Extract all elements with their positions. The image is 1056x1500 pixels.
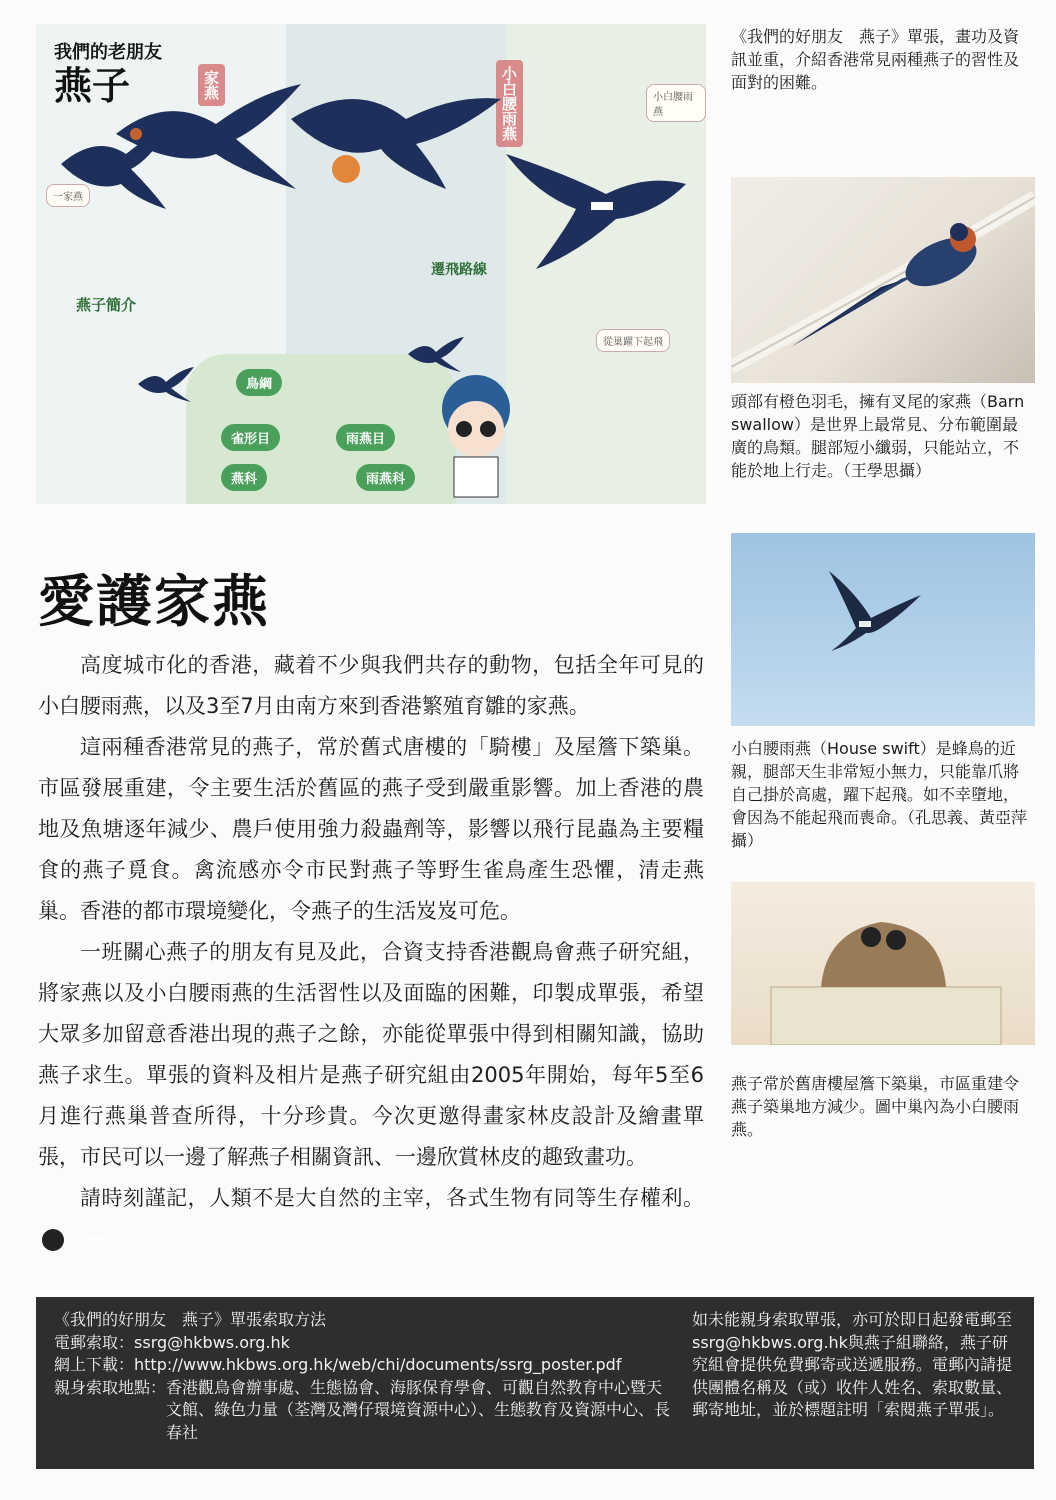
- email-label: 電郵索取：: [54, 1332, 135, 1352]
- download-link[interactable]: http://www.hkbws.org.hk/web/chi/documents/ssrg_poster.pdf: [134, 1355, 622, 1374]
- swallow-illustration-icon: [406, 334, 466, 374]
- pickup-label: 親身索取地點：: [54, 1377, 167, 1397]
- poster-chip: 雨燕科: [356, 464, 415, 491]
- poster-title-small: 我們的老朋友: [54, 42, 162, 63]
- tvb-logo-icon: TVB: [42, 1229, 64, 1251]
- request-info-right: 如未能親身索取單張，亦可於即日起發電郵至ssrg@hkbws.org.hk與燕子組聯絡，燕子研究組會提供免費郵寄或送遞服務。電郵內請提供團體名稱及（或）收件人姓名、索取數量、郵寄地址，並於標題註明「索閱燕子單張」。: [692, 1310, 1013, 1419]
- article-paragraph-last: [38, 1178, 704, 1260]
- article-headline: 愛護家燕: [38, 570, 270, 635]
- pickup-row: [54, 1377, 674, 1445]
- article-paragraph: 高度城市化的香港，藏着不少與我們共存的動物，包括全年可見的小白腰雨燕，以及3至7月由南方來到香港繁殖育雛的家燕。: [38, 653, 704, 718]
- house-swift-photo: [731, 533, 1035, 726]
- download-label: 網上下載：: [54, 1355, 135, 1374]
- house-swift-icon: [731, 533, 1035, 726]
- poster-title-big: 燕子: [54, 63, 131, 108]
- girl-illustration-icon: [416, 369, 536, 499]
- poster-caption: 《我們的好朋友 燕子》單張，畫功及資訊並重，介紹香港常見兩種燕子的習性及面對的困難。: [731, 27, 1020, 92]
- barn-swallow-caption: 頭部有橙色羽毛，擁有叉尾的家燕（Barn swallow）是世界上最常見、分布範圍最廣的鳥類。腿部短小纖弱，只能站立，不能於地上行走。（王學思攝）: [731, 392, 1025, 480]
- poster-intro-label: 燕子簡介: [76, 296, 137, 314]
- poster-illustration: [36, 24, 706, 504]
- poster-chip: 雨燕目: [336, 424, 395, 451]
- poster-chip: 燕科: [221, 464, 267, 491]
- email-link[interactable]: ssrg@hkbws.org.hk: [134, 1332, 290, 1352]
- poster-bubble: 小白腰雨燕: [646, 84, 706, 122]
- nest-photo: [731, 882, 1035, 1045]
- poster-bubble: 一家燕: [46, 184, 90, 207]
- poster-bubble: 從巢躍下起飛: [596, 329, 670, 352]
- article-paragraph: 請時刻謹記，人類不是大自然的主宰，各式生物有同等生存權利。: [80, 1186, 704, 1210]
- house-swift-caption: 小白腰雨燕（House swift）是蜂鳥的近親，腿部天生非常短小無力，只能靠爪將自己掛於高處，躍下起飛。如不幸墮地，會因為不能起飛而喪命。（孔思義、黃亞萍攝）: [731, 739, 1028, 850]
- poster-route-label: 遷飛路線: [431, 262, 487, 278]
- request-info-left: [54, 1309, 674, 1444]
- swallow-illustration-icon: [496, 134, 696, 274]
- article-body: [38, 645, 704, 1260]
- nest-caption: 燕子常於舊唐樓屋簷下築巢，市區重建令燕子築巢地方減少。圖中巢內為小白腰雨燕。: [731, 1074, 1020, 1139]
- article-paragraph: 這兩種香港常見的燕子，常於舊式唐樓的「騎樓」及屋簷下築巢。市區發展重建，令主要生活於舊區的燕子受到嚴重影響。加上香港的農地及魚塘逐年減少、農戶使用強力殺蟲劑等，影響以飛行昆蟲為主要糧食的燕子覓食。禽流感亦令市民對燕子等野生雀鳥產生恐懼，清走燕巢。香港的都市環境變化，令燕子的生活岌岌可危。: [38, 735, 704, 923]
- swallow-illustration-icon: [136, 364, 196, 404]
- nest-icon: [731, 882, 1035, 1045]
- poster-chip: 雀形目: [221, 424, 280, 451]
- article-paragraph: 一班關心燕子的朋友有見及此，合資支持香港觀鳥會燕子研究組，將家燕以及小白腰雨燕的生活習性以及面臨的困難，印製成單張，希望大眾多加留意香港出現的燕子之餘，亦能從單張中得到相關知識，協助燕子求生。單張的資料及相片是燕子研究組由2005年開始，每年5至6月進行燕巢普查所得，十分珍貴。今次更邀得畫家林皮設計及繪畫單張，市民可以一邊了解燕子相關資訊、一邊欣賞林皮的趣致畫功。: [38, 940, 704, 1169]
- pickup-locations: 香港觀鳥會辦事處、生態協會、海豚保育學會、可觀自然教育中心暨天文館、綠色力量（荃灣及灣仔環境資源中心）、生態教育及資源中心、長春社: [166, 1377, 671, 1442]
- swallow-illustration-icon: [56, 114, 176, 214]
- barn-swallow-icon: [731, 177, 1035, 383]
- poster-chip: 鳥綱: [236, 369, 282, 396]
- request-info-title: 《我們的好朋友 燕子》單張索取方法: [54, 1310, 327, 1329]
- request-info-box: [36, 1297, 1034, 1469]
- download-row: [54, 1354, 674, 1377]
- poster-tag-barn-swallow: 家燕: [198, 64, 225, 106]
- swallow-illustration-icon: [286, 74, 506, 194]
- poster-tag-house-swift: 小白腰雨燕: [496, 60, 523, 147]
- barn-swallow-photo: [731, 177, 1035, 383]
- email-row: [54, 1332, 674, 1355]
